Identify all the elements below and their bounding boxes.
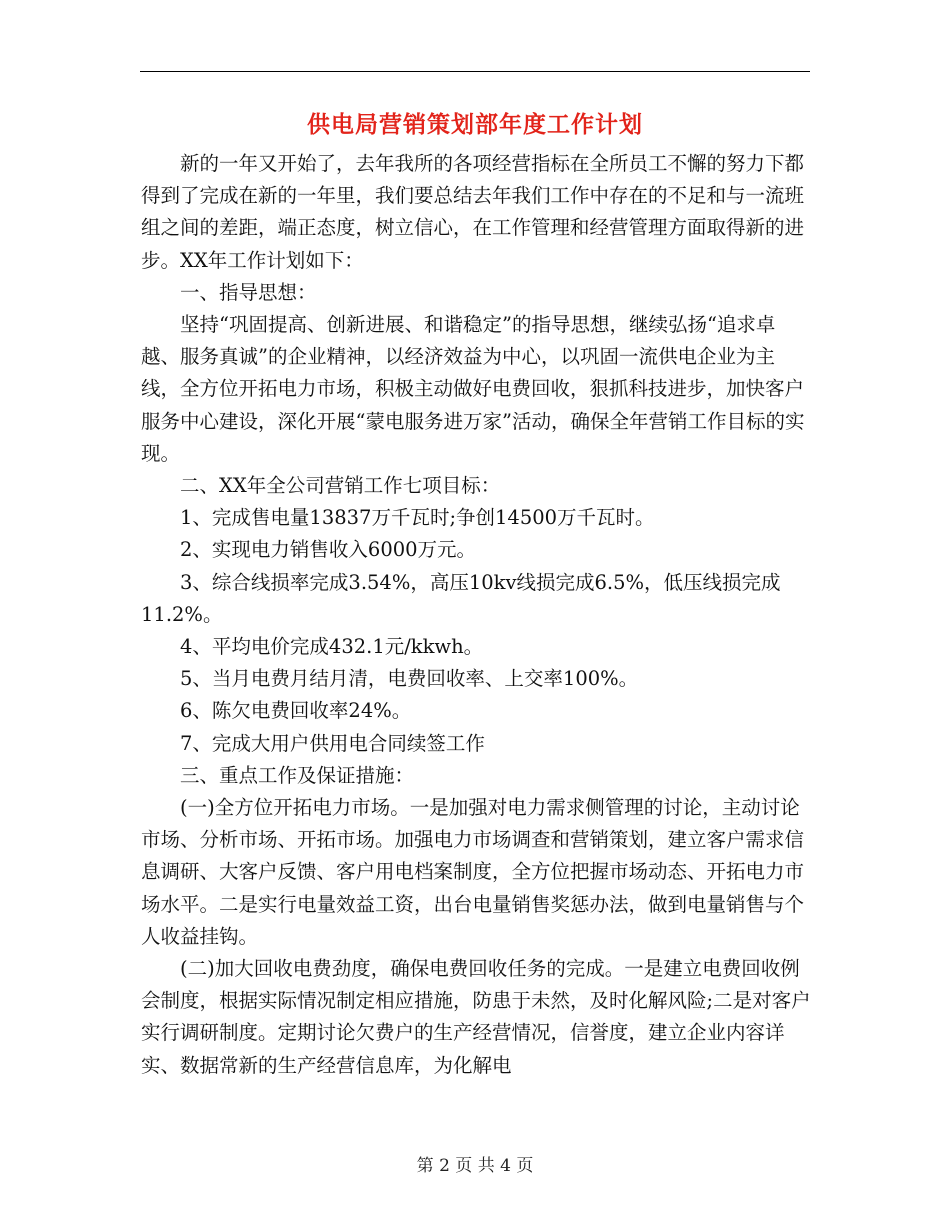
goal-item-1: 1、完成售电量13837万千瓦时;争创14500万千瓦时。 (180, 506, 655, 530)
paragraph-measure-2: (二)加大回收电费劲度，确保电费回收任务的完成。一是建立电费回收例会制度，根据实际情况制定相应措施，防患于未然，及时化解风险;二是对客户实行调研制度。定期讨论欠费户的生产经营情况，信誉度，建立企业内容详实、数据常新的生产经营信息库，为化解电 (141, 957, 811, 1077)
goal-item-6: 6、陈欠电费回收率24%。 (180, 699, 412, 723)
section-heading-seven-goals: 二、XX年全公司营销工作七项目标： (180, 474, 501, 498)
paragraph-intro: 新的一年又开始了，去年我所的各项经营指标在全所员工不懈的努力下都得到了完成在新的一年里，我们要总结去年我们工作中存在的不足和与一流班组之间的差距，端正态度，树立信心，在工作管理和经营管理方面取得新的进步。XX年工作计划如下： (141, 152, 805, 272)
goal-item-5: 5、当月电费月结月清，电费回收率、上交率100%。 (180, 667, 639, 691)
goal-item-7: 7、完成大用户供用电合同续签工作 (180, 731, 485, 755)
goal-item-4: 4、平均电价完成432.1元/kkwh。 (180, 635, 484, 659)
header-rule (140, 71, 810, 72)
section-heading-guiding-ideology: 一、指导思想： (180, 280, 317, 304)
paragraph-measure-1: (一)全方位开拓电力市场。一是加强对电力需求侧管理的讨论，主动讨论市场、分析市场、开拓市场。加强电力市场调查和营销策划，建立客户需求信息调研、大客户反馈、客户用电档案制度，全方位把握市场动态、开拓电力市场水平。二是实行电量效益工资，出台电量销售奖惩办法，做到电量销售与个人收益挂钩。 (141, 796, 805, 948)
document-title: 供电局营销策划部年度工作计划 (307, 111, 643, 138)
page-number-footer: 第 2 页 共 4 页 (416, 1156, 534, 1176)
goal-item-2: 2、实现电力销售收入6000万元。 (180, 538, 477, 562)
section-heading-key-work: 三、重点工作及保证措施： (180, 763, 415, 787)
goal-item-3: 3、综合线损率完成3.54%，高压10kv线损完成6.5%，低压线损完成11.2%。 (141, 570, 781, 626)
paragraph-guiding-ideology: 坚持“巩固提高、创新进展、和谐稳定”的指导思想，继续弘扬“追求卓越、服务真诚”的企业精神，以经济效益为中心，以巩固一流供电企业为主线，全方位开拓电力市场，积极主动做好电费回收，狠抓科技进步，加快客户服务中心建设，深化开展“蒙电服务进万家”活动，确保全年营销工作目标的实现。 (141, 313, 805, 465)
document-body (141, 148, 811, 1082)
